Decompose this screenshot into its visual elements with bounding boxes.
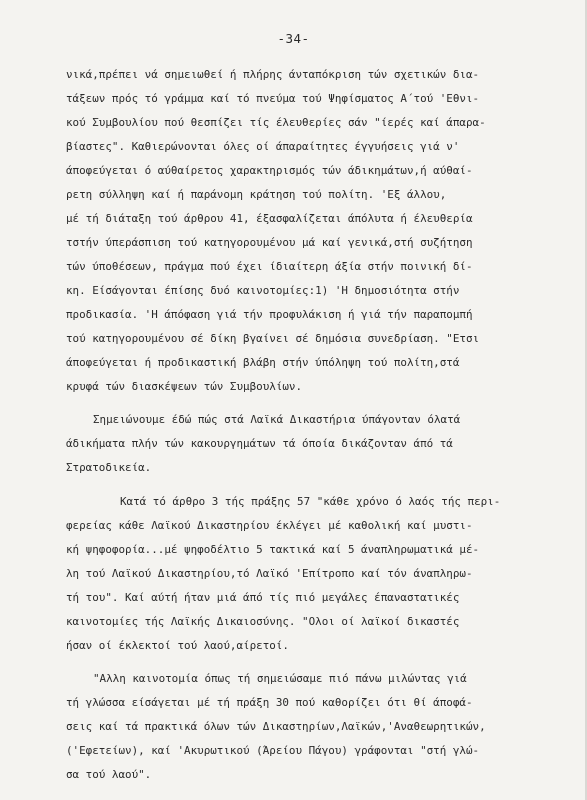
text-line: τστήν ύπεράσπιση τού κατηγορουμένου μά καί γενικά,στή συζήτηση <box>66 236 473 249</box>
text-line: τή γλώσσα είσάγεται μέ τή πράξη 30 πού καθορίζει ότι θί άποφά- <box>66 696 473 709</box>
text-line: κη. Είσάγονται έπίσης δυό καινοτομίες:1) 'Η δημοσιότητα στήν <box>66 284 460 297</box>
text-line: άδικήματα πλήν τών κακουργημάτων τά όποία δικάζονταν άπό τά <box>66 437 453 450</box>
text-line: κή ψηφοφορία...μέ ψηφοδέλτιο 5 τακτικά καί 5 άναπληρωματικά μέ- <box>66 543 480 556</box>
text-line: προδικασία. 'Η άπόφαση γιά τήν προφυλάκιση ή γιά τήν παραπομπή <box>66 308 473 321</box>
text-line: κού Συμβουλίου πού θεσπίζει τίς έλευθερίες σάν "ίερές καί άπαρα- <box>66 116 486 129</box>
text-line: Σημειώνουμε έδώ πώς στά Λαϊκά Δικαστήρια ύπάγονταν όλατά <box>93 413 461 426</box>
text-line: φερείας κάθε Λαϊκού Δικαστηρίου έκλέγει μέ καθολική καί μυστι- <box>66 519 473 532</box>
text-line: άποφεύγεται ό αύθαίρετος χαρακτηρισμός τών άδικημάτων,ή αύθαί- <box>66 164 473 177</box>
text-line: τάξεων πρός τό γράμμα καί τό πνεύμα τού Ψηφίσματος Α΄τού 'Εθνι- <box>66 92 480 105</box>
page-number: -34- <box>277 31 310 46</box>
text-line: άποφεύγεται ή προδικαστική βλάβη στήν ύπόληψη τού πολίτη,στά <box>66 356 460 369</box>
text-line: λη τού Λαϊκού Δικαστηρίου,τό Λαϊκό 'Επίτροπο καί τόν άναπληρω- <box>66 567 473 580</box>
text-line: βίαστες". Καθιερώνονται όλες οί άπαραίτητες έγγυήσεις γιά ν' <box>66 140 460 153</box>
text-line: "Αλλη καινοτομία όπως τή σημειώσαμε πιό πάνω μιλώντας γιά <box>93 672 467 685</box>
text-line: τών ύποθέσεων, πράγμα πού έχει ίδιαίτερη άξία στήν ποινική δί- <box>66 260 473 273</box>
text-line: καινοτομίες τής Λαϊκής Δικαιοσύνης. "Ολοι οί λαϊκοί δικαστές <box>66 615 460 628</box>
text-line: τή του". Καί αύτή ήταν μιά άπό τίς πιό μεγάλες έπαναστατικές <box>66 591 460 604</box>
text-line: ήσαν οί έκλεκτοί τού λαού,αίρετοί. <box>66 639 289 652</box>
text-line: Κατά τό άρθρο 3 τής πράξης 57 "κάθε χρόνο ό λαός τής περι- <box>120 495 501 508</box>
text-line: νικά,πρέπει νά σημειωθεί ή πλήρης άνταπόκριση τών σχετικών δια- <box>66 68 480 81</box>
text-line: Στρατοδικεία. <box>66 461 152 474</box>
text-line: ('Εφετείων), καί 'Ακυρωτικού (Άρείου Πάγου) γράφονται "στή γλώ- <box>66 744 480 757</box>
text-line: κρυφά τών διασκέψεων τών Συμβουλίων. <box>66 380 303 393</box>
text-line: τού κατηγορουμένου σέ δίκη βγαίνει σέ δημόσια συνεδρίαση. "Ετσι <box>66 332 480 345</box>
text-line: σεις καί τά πρακτικά όλων τών Δικαστηρίων,Λαϊκών,'Αναθεωρητικών, <box>66 720 486 733</box>
text-line: μέ τή διάταξη τού άρθρου 41, έξασφαλίζεται άπόλυτα ή έλευθερία <box>66 212 473 225</box>
text-line: σα τού λαού". <box>66 768 152 781</box>
text-line: ρετη σύλληψη καί ή παράνομη κράτηση τού πολίτη. 'Εξ άλλου, <box>66 188 447 201</box>
